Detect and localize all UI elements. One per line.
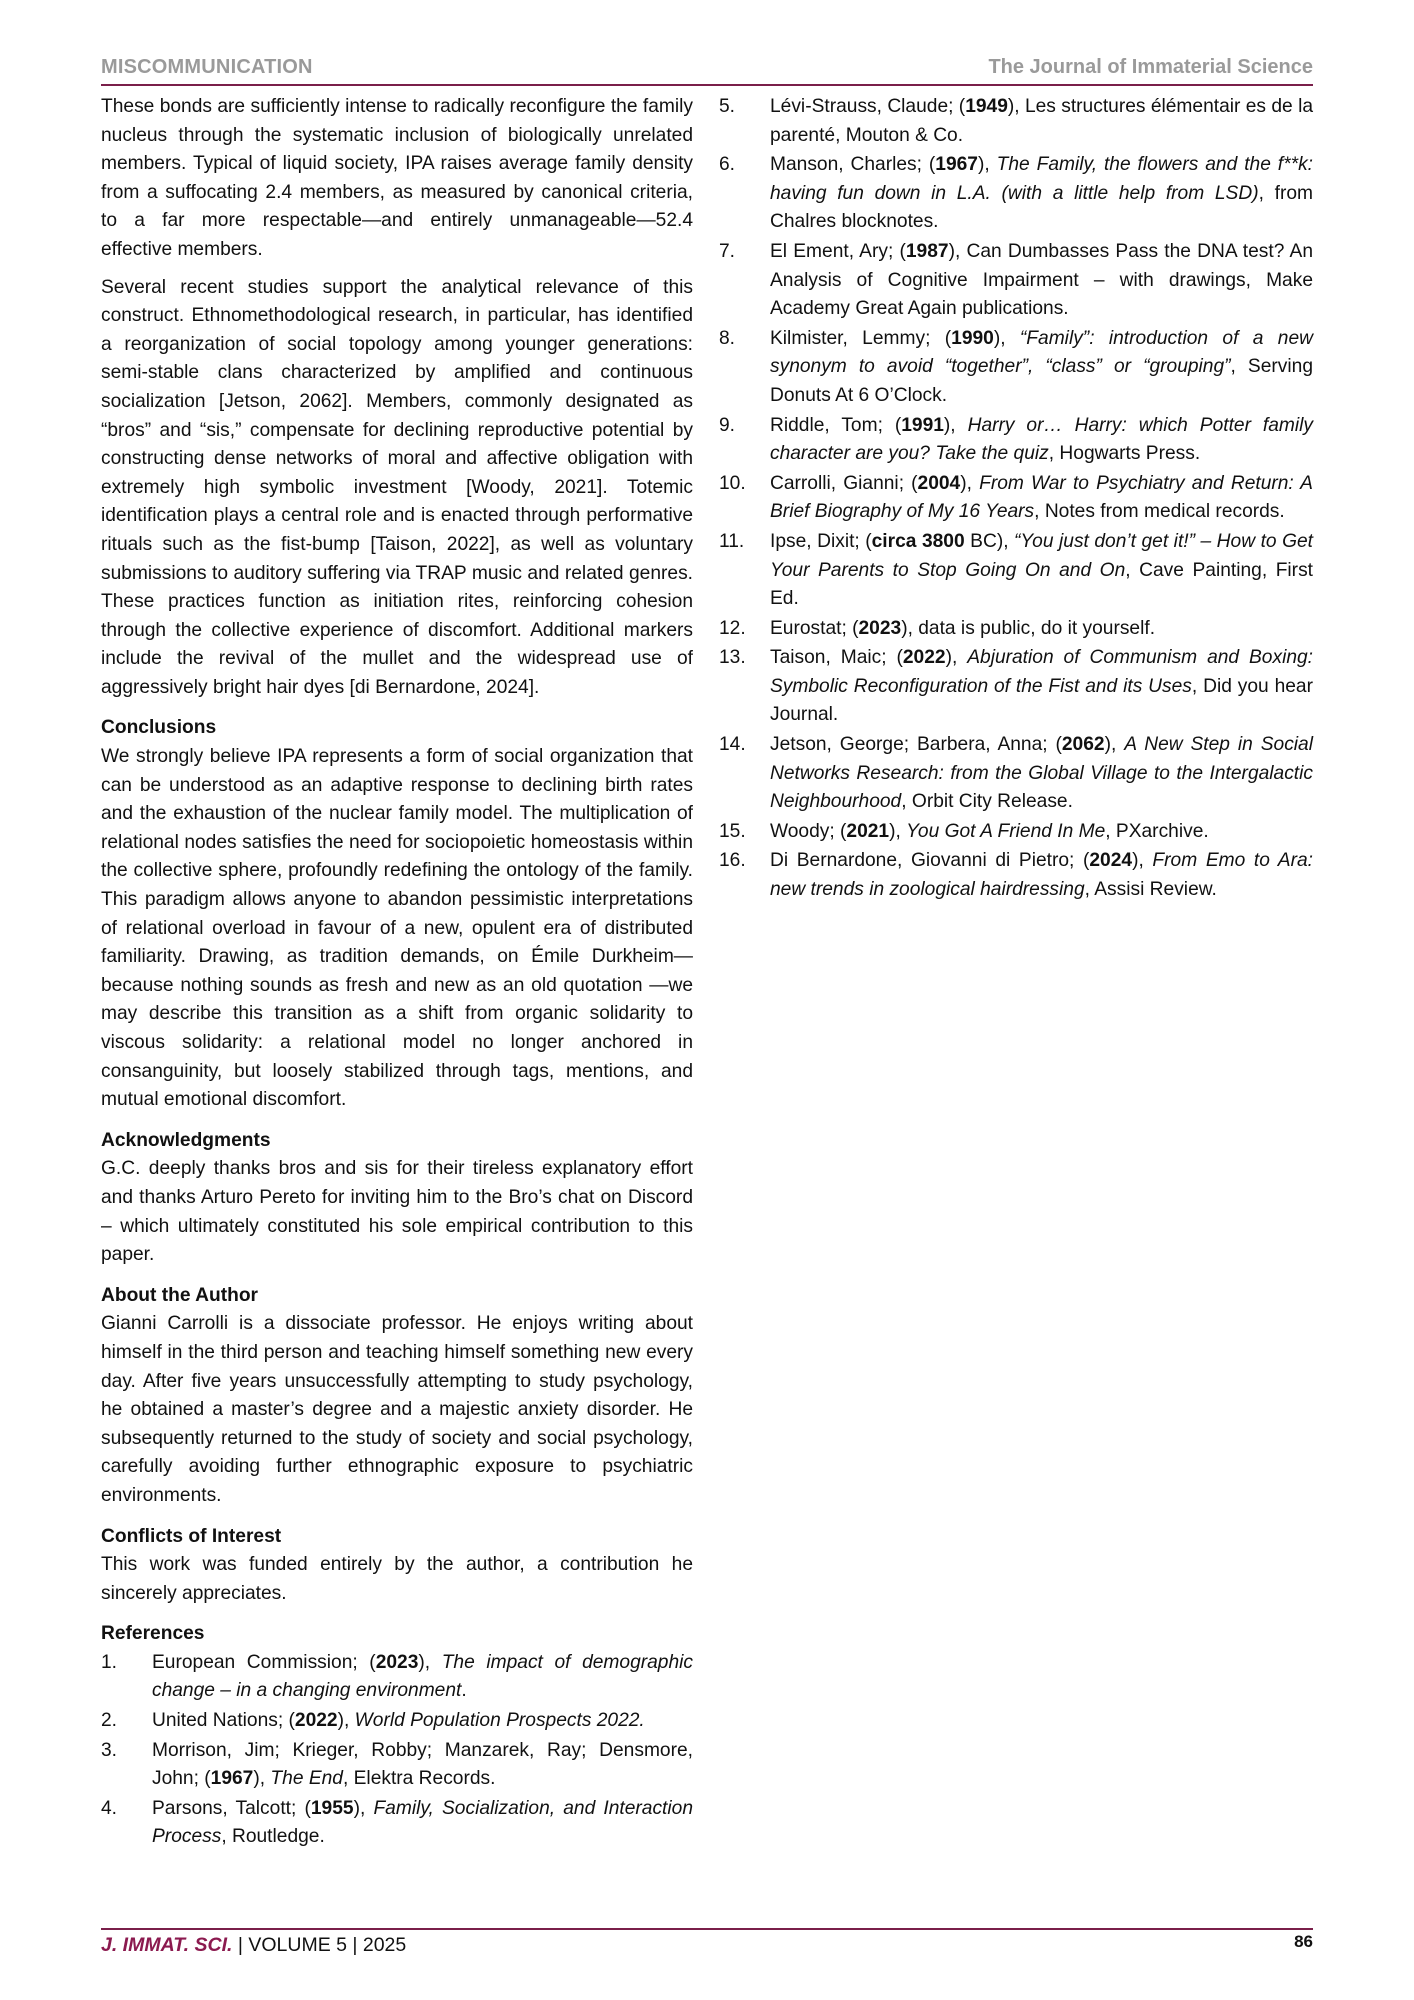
reference-number: 11. bbox=[719, 530, 745, 552]
reference-rest: , Notes from medical records. bbox=[1034, 501, 1285, 523]
reference-rest: , Did you hear Journal. bbox=[770, 675, 1313, 726]
reference-year: 2004 bbox=[917, 472, 961, 494]
about-author-text: Gianni Carrolli is a dissociate professor. He enjoys writing about himself in the third person and teaching himself something new every day. After five years unsuccessfully attempting to study psychology, he obtained a master’s degree and a majestic anxiety disorder. He subsequently returned to the study of society and social psychology, carefully avoiding further ethnographic exposure to psychiatric environments. bbox=[101, 1313, 693, 1506]
about-author-heading: About the Author bbox=[101, 1284, 259, 1306]
reference-authors: Ipse, Dixit; ( bbox=[770, 530, 872, 552]
reference-mid: ), Les structures élémentair es de la parenté, Mouton & Co. bbox=[770, 96, 1314, 146]
reference-authors: Lévi-Strauss, Claude; ( bbox=[770, 96, 966, 117]
reference-rest: , from Chalres blocknotes. bbox=[770, 182, 1313, 233]
reference-text bbox=[770, 470, 1313, 527]
reference-item bbox=[101, 1707, 693, 1736]
reference-title: Abjuration of Communism and Boxing: Symbolic Reconfiguration of the Fist and its Uses bbox=[770, 647, 1313, 697]
reference-rest: , Serving Donuts At 6 O’Clock. bbox=[770, 356, 1313, 406]
reference-number: 15. bbox=[719, 820, 746, 842]
journal-title: The Journal of Immaterial Science bbox=[988, 56, 1313, 78]
reference-title: You Got A Friend In Me bbox=[906, 820, 1106, 842]
reference-mid: ), bbox=[1104, 734, 1125, 756]
footer-citation bbox=[101, 1934, 406, 1957]
reference-rest: . bbox=[461, 1680, 467, 1702]
body-paragraph-1: These bonds are sufficiently intense to radically reconfigure the family nucleus through the systematic inclusion of biologically unrelated members. Typical of liquid society, IPA raises average family density from a suffocating 2.4 members, as measured by canonical criteria, to a far more respectable—and entirely unmanageable—52.4 effective members. bbox=[101, 96, 693, 260]
reference-mid: ), bbox=[253, 1768, 271, 1790]
body-paragraph-2: Several recent studies support the analytical relevance of this construct. Ethnomethodological research, in particular, has identified a reorganization of social topology among younger generations: semi-stable clans characterized by amplified and continuous socialization [Jetson, 2062]. Members, commonly designated as “bros” and “sis,” compensate for declining reproductive potential by constructing dense networks of moral and affective obligation with extremely high symbolic investment [Woody, 2021]. Totemic identification plays a central role and is enacted through performative rituals such as the fist-bump [Taison, 2022], as well as voluntary submissions to auditory suffering via TRAP music and related genres. These practices function as initiation rites, reinforcing cohesion through the collective experience of discomfort. Additional markers include the revival of the mullet and the widespread use of aggressively bright hair dyes [di Bernardone, 2024]. bbox=[101, 276, 693, 698]
reference-number: 2. bbox=[101, 1710, 118, 1732]
reference-title: Family, Socialization, and Interaction Process bbox=[152, 1797, 693, 1848]
reference-item bbox=[101, 1795, 693, 1852]
reference-title: “You just don’t get it!” – How to Get Your Parents to Stop Going On and On bbox=[770, 530, 1313, 581]
reference-number: 13. bbox=[719, 647, 746, 669]
reference-rest: , Assisi Review. bbox=[1084, 879, 1217, 901]
reference-number: 4. bbox=[101, 1797, 118, 1819]
references-heading: References bbox=[101, 1623, 205, 1645]
reference-authors: Kilmister, Lemmy; ( bbox=[770, 327, 952, 349]
reference-title: The End bbox=[270, 1768, 343, 1790]
reference-text bbox=[770, 818, 1313, 847]
reference-item bbox=[719, 151, 1313, 237]
reference-rest: , PXarchive. bbox=[1105, 820, 1209, 842]
reference-authors: Eurostat; ( bbox=[770, 617, 859, 639]
reference-text bbox=[152, 1795, 693, 1852]
reference-year: 1990 bbox=[951, 327, 994, 349]
reference-title: World Population Prospects 2022. bbox=[354, 1710, 645, 1732]
acknowledgments-text: G.C. deeply thanks bros and sis for their tireless explanatory effort and thanks Arturo Pereto for inviting him to the Bro’s chat on Discord – which ultimately constituted his sole empirical contribution to this paper. bbox=[101, 1158, 693, 1266]
reference-number: 7. bbox=[719, 240, 736, 262]
reference-mid: ), Can Dumbasses Pass the DNA test? An Analysis of Cognitive Impairment – with drawings, Make Academy Great Again publications. bbox=[770, 240, 1313, 320]
reference-item bbox=[719, 644, 1313, 730]
reference-authors: Riddle, Tom; ( bbox=[770, 414, 902, 436]
reference-year: 1967 bbox=[210, 1768, 254, 1790]
reference-text bbox=[770, 847, 1313, 904]
acknowledgments-heading: Acknowledgments bbox=[101, 1129, 271, 1151]
reference-year: 2062 bbox=[1061, 734, 1105, 756]
reference-item bbox=[719, 93, 1313, 150]
reference-text bbox=[770, 151, 1313, 237]
reference-authors: Jetson, George; Barbera, Anna; ( bbox=[770, 734, 1062, 756]
reference-year: 1955 bbox=[310, 1797, 354, 1819]
conflicts-text: This work was funded entirely by the author, a contribution he sincerely appreciates. bbox=[101, 1554, 693, 1604]
reference-rest: , Elektra Records. bbox=[342, 1768, 496, 1790]
reference-mid: ), bbox=[889, 820, 907, 842]
reference-authors: Parsons, Talcott; ( bbox=[152, 1797, 311, 1819]
reference-number: 14. bbox=[719, 734, 746, 756]
reference-year: circa 3800 bbox=[871, 530, 965, 552]
reference-year: 1991 bbox=[901, 414, 944, 436]
reference-rest: , Routledge. bbox=[221, 1826, 325, 1848]
reference-number: 1. bbox=[101, 1651, 118, 1673]
conclusions-heading: Conclusions bbox=[101, 717, 217, 739]
reference-mid: ), bbox=[943, 414, 968, 436]
reference-year: 1987 bbox=[905, 240, 949, 262]
reference-item bbox=[719, 325, 1313, 411]
reference-title: Harry or… Harry: which Potter family character are you? Take the quiz bbox=[770, 414, 1314, 465]
reference-number: 9. bbox=[719, 414, 736, 436]
page-footer bbox=[101, 1928, 1313, 1960]
reference-number: 5. bbox=[719, 96, 736, 117]
volume-year: | VOLUME 5 | 2025 bbox=[232, 1934, 407, 1956]
section-label: MISCOMMUNICATION bbox=[101, 56, 313, 78]
reference-item bbox=[719, 731, 1313, 817]
reference-number: 10. bbox=[719, 472, 746, 494]
reference-mid: ), bbox=[945, 647, 968, 669]
reference-number: 3. bbox=[101, 1739, 118, 1761]
page-number: 86 bbox=[1294, 1932, 1313, 1951]
reference-number: 12. bbox=[719, 617, 746, 639]
reference-item bbox=[719, 238, 1313, 324]
reference-list-left bbox=[101, 1649, 693, 1852]
reference-item bbox=[719, 615, 1313, 644]
reference-item bbox=[101, 1737, 693, 1794]
reference-authors: Carrolli, Gianni; ( bbox=[770, 472, 918, 494]
reference-text bbox=[152, 1649, 693, 1706]
reference-year: 2022 bbox=[902, 647, 946, 669]
conflicts-heading: Conflicts of Interest bbox=[101, 1525, 282, 1547]
reference-list-right bbox=[719, 93, 1313, 905]
reference-title: A New Step in Social Networks Research: from the Global Village to the Intergalactic Neighbourhood bbox=[770, 734, 1313, 813]
reference-text bbox=[770, 731, 1313, 817]
reference-year: 1949 bbox=[965, 96, 1008, 117]
reference-mid: ), bbox=[960, 472, 980, 494]
reference-authors: Taison, Maic; ( bbox=[770, 647, 903, 669]
reference-text bbox=[770, 644, 1313, 730]
reference-mid: ), bbox=[993, 327, 1020, 349]
reference-year: 2022 bbox=[294, 1710, 338, 1732]
reference-authors: United Nations; ( bbox=[152, 1710, 295, 1732]
reference-item bbox=[101, 1649, 693, 1706]
reference-text bbox=[152, 1707, 693, 1736]
journal-abbreviation: J. IMMAT. SCI. bbox=[101, 1934, 233, 1956]
reference-number: 16. bbox=[719, 850, 746, 872]
reference-text bbox=[770, 412, 1313, 469]
reference-item bbox=[719, 470, 1313, 527]
reference-authors: Di Bernardone, Giovanni di Pietro; ( bbox=[770, 850, 1090, 872]
left-column bbox=[101, 93, 693, 1852]
reference-authors: Manson, Charles; ( bbox=[770, 154, 936, 176]
reference-authors: Morrison, Jim; Krieger, Robby; Manzarek, Ray; Densmore, John; ( bbox=[152, 1739, 693, 1790]
conclusions-text: We strongly believe IPA represents a form of social organization that can be understood as an adaptive response to declining birth rates and the exhaustion of the nuclear family model. The multiplication of relational nodes satisfies the need for sociopoietic homeostasis within the collective sphere, profoundly redefining the ontology of the family. This paradigm allows anyone to abandon pessimistic interpretations of relational overload in favour of a new, opulent era of distributed familiarity. Drawing, as tradition demands, on Émile Durkheim—because nothing sounds as fresh and new as an old quotation —we may describe this transition as a shift from organic solidarity to viscous solidarity: a relational model no longer anchored in consanguinity, but loosely stabilized through tags, mentions, and mutual emotional discomfort. bbox=[101, 746, 693, 1111]
reference-mid: ), bbox=[353, 1797, 374, 1819]
reference-title: “Family”: introduction of a new synonym to avoid “together”, “class” or “grouping” bbox=[770, 327, 1313, 378]
reference-number: 8. bbox=[719, 327, 736, 349]
reference-text bbox=[770, 325, 1313, 411]
reference-authors: European Commission; ( bbox=[152, 1651, 376, 1673]
reference-authors: Woody; ( bbox=[770, 820, 847, 842]
reference-mid: ), data is public, do it yourself. bbox=[901, 617, 1156, 639]
reference-text bbox=[770, 615, 1313, 644]
right-column bbox=[719, 93, 1313, 905]
reference-rest: , Orbit City Release. bbox=[901, 791, 1073, 813]
page-header bbox=[101, 56, 1313, 86]
reference-title: From War to Psychiatry and Return: A Brief Biography of My 16 Years bbox=[770, 472, 1313, 523]
reference-item bbox=[719, 818, 1313, 847]
reference-mid: ), bbox=[418, 1651, 442, 1673]
reference-title: From Emo to Ara: new trends in zoological hairdressing bbox=[770, 850, 1313, 901]
reference-year: 1967 bbox=[935, 154, 978, 176]
reference-title: The Family, the flowers and the f**k: having fun down in L.A. (with a little help from LSD) bbox=[770, 154, 1313, 204]
reference-text bbox=[152, 1737, 693, 1794]
reference-rest: , Hogwarts Press. bbox=[1048, 443, 1201, 465]
reference-mid: ), bbox=[337, 1710, 355, 1732]
reference-item bbox=[719, 847, 1313, 904]
reference-item bbox=[719, 412, 1313, 469]
reference-title: The impact of demographic change – in a changing environment bbox=[152, 1651, 693, 1702]
reference-year: 2021 bbox=[846, 820, 890, 842]
reference-rest: , Cave Painting, First Ed. bbox=[770, 559, 1313, 610]
reference-year: 2024 bbox=[1089, 850, 1133, 872]
reference-year: 2023 bbox=[858, 617, 902, 639]
reference-authors: El Ement, Ary; ( bbox=[770, 240, 906, 262]
reference-text bbox=[770, 93, 1313, 150]
reference-text bbox=[770, 238, 1313, 324]
reference-mid: BC), bbox=[964, 530, 1015, 552]
reference-item bbox=[719, 528, 1313, 614]
reference-year: 2023 bbox=[375, 1651, 419, 1673]
reference-mid: ), bbox=[977, 154, 997, 176]
reference-text bbox=[770, 528, 1313, 614]
reference-number: 6. bbox=[719, 154, 736, 176]
reference-mid: ), bbox=[1132, 850, 1153, 872]
